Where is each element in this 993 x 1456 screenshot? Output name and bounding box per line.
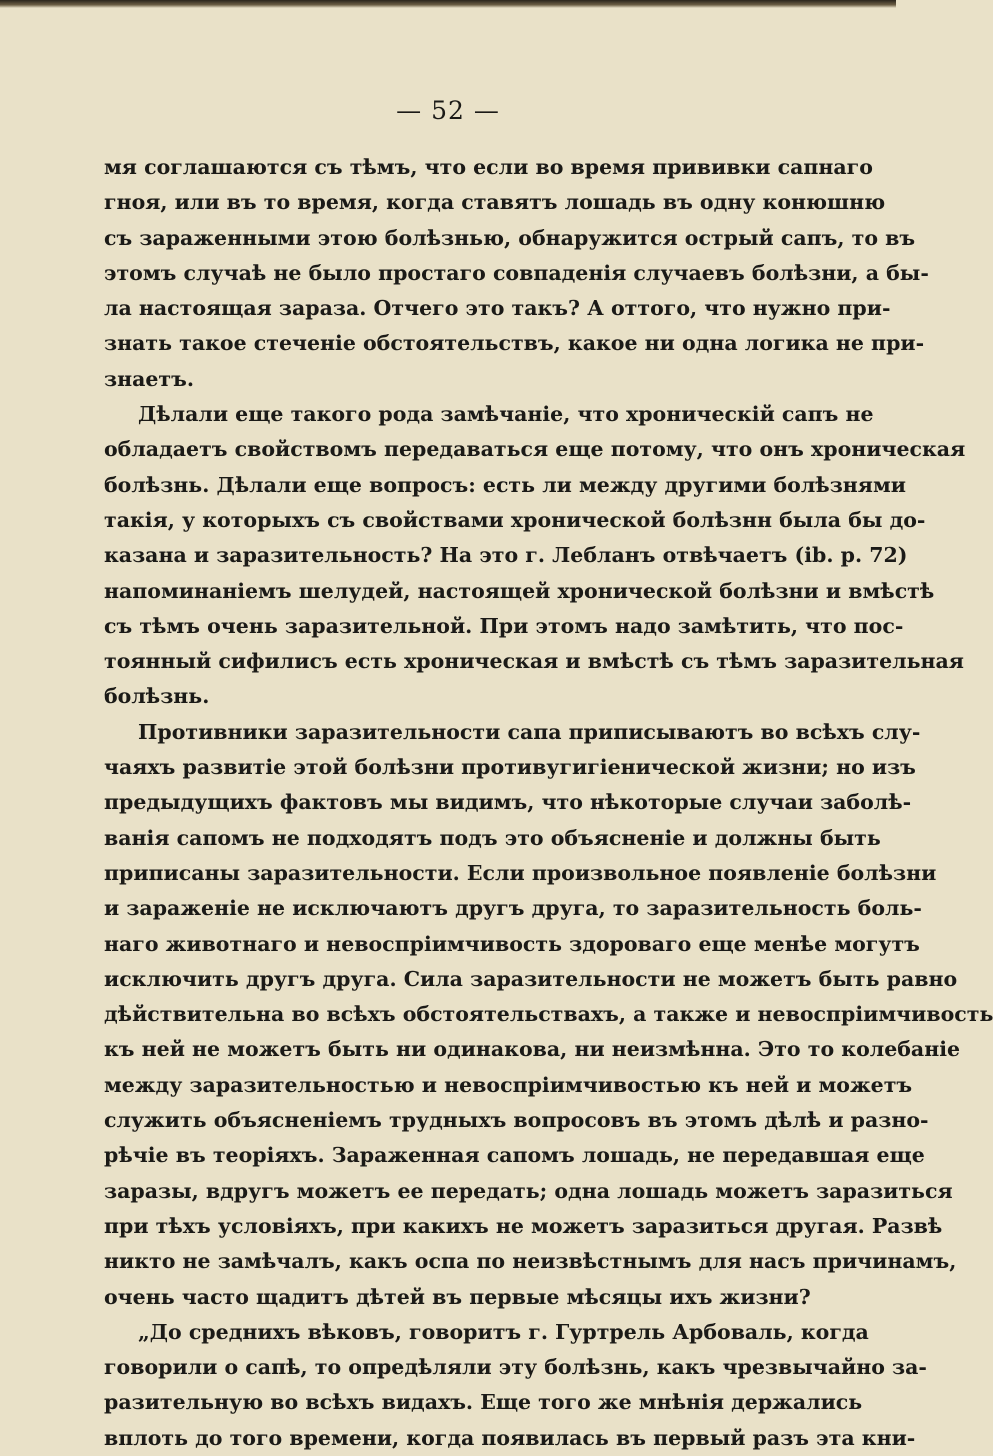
text-line: болѣзнь. Дѣлали еще вопросъ: есть ли между другими болѣзнями (104, 472, 906, 497)
text-line: гноя, или въ то время, когда ставятъ лошадь въ одну конюшню (104, 190, 886, 215)
text-line: приписаны заразительности. Если произвольное появленіе болѣзни (104, 860, 937, 885)
text-line: знать такое стеченіе обстоятельствъ, какое ни одна логика не при- (104, 331, 925, 356)
text-line: очень часто щадитъ дѣтей въ первые мѣсяцы ихъ жизни? (104, 1284, 811, 1309)
text-line: съ тѣмъ очень заразительной. При этомъ надо замѣтить, что пос- (104, 613, 904, 638)
text-line: съ зараженными этою болѣзнью, обнаружится острый сапъ, то въ (104, 225, 916, 250)
text-line: казана и заразительность? На это г. Лебланъ отвѣчаетъ (ib. p. 72) (104, 543, 908, 568)
text-line: мя соглашаются съ тѣмъ, что если во время прививки сапнаго (104, 155, 873, 179)
text-line: тоянный сифилисъ есть хроническая и вмѣстѣ съ тѣмъ заразительная (104, 649, 964, 674)
text-line: заразы, вдругъ можетъ ее передать; одна лошадь можетъ заразиться (104, 1178, 953, 1203)
body-text (104, 150, 993, 1456)
text-line: чаяхъ развитіе этой болѣзни противугигіенической жизни; но изъ (104, 755, 916, 780)
text-line: служить объясненіемъ трудныхъ вопросовъ въ этомъ дѣлѣ и разно- (104, 1108, 929, 1133)
text-line: и зараженіе не исключаютъ другъ друга, то заразительность боль- (104, 896, 922, 921)
text-line: говорили о сапѣ, то опредѣляли эту болѣзнь, какъ чрезвычайно за- (104, 1355, 927, 1380)
text-line: предыдущихъ фактовъ мы видимъ, что нѣкоторые случаи заболѣ- (104, 790, 912, 815)
text-line: къ ней не можетъ быть ни одинакова, ни неизмѣнна. Это то колебаніе (104, 1037, 961, 1062)
text-line: Противники заразительности сапа приписываютъ во всѣхъ слу- (138, 719, 921, 744)
text-line: между заразительностью и невоспріимчивостью къ ней и можетъ (104, 1072, 913, 1097)
text-line: обладаетъ свойствомъ передаваться еще потому, что онъ хроническая (104, 437, 966, 462)
text-line: такія, у которыхъ съ свойствами хронической болѣзнн была бы до- (104, 507, 926, 532)
text-line: никто не замѣчалъ, какъ оспа по неизвѣстнымъ для насъ причинамъ, (104, 1249, 957, 1274)
text-line: ла настоящая зараза. Отчего это такъ? А оттого, что нужно при- (104, 296, 891, 321)
text-line: при тѣхъ условіяхъ, при какихъ не можетъ заразиться другая. Развѣ (104, 1213, 943, 1238)
text-line: болѣзнь. (104, 684, 210, 709)
page-number: — 52 — (396, 96, 500, 125)
text-line: вплоть до того времени, когда появилась въ первый разъ эта кни- (104, 1425, 916, 1450)
text-line: Дѣлали еще такого рода замѣчаніе, что хроническій сапъ не (138, 402, 874, 427)
text-line: рѣчіе въ теоріяхъ. Зараженная сапомъ лошадь, не передавшая еще (104, 1143, 925, 1168)
text-line: исключить другъ друга. Сила заразительности не можетъ быть равно (104, 966, 958, 991)
text-line: ванія сапомъ не подходятъ подъ это объясненіе и должны быть (104, 825, 881, 850)
text-line: наго животнаго и невоспріимчивость здороваго еще менѣе могутъ (104, 931, 920, 956)
text-line: разительную во всѣхъ видахъ. Еще того же мнѣнія держались (104, 1390, 863, 1415)
text-line: „До среднихъ вѣковъ, говоритъ г. Гуртрель Арбоваль, когда (138, 1319, 869, 1344)
text-line: знаетъ. (104, 366, 194, 391)
text-line: напоминаніемъ шелудей, настоящей хронической болѣзни и вмѣстѣ (104, 578, 935, 603)
text-line: дѣйствительна во всѣхъ обстоятельствахъ, а также и невоспріимчивость (104, 1002, 993, 1027)
text-line: этомъ случаѣ не было простаго совпаденія случаевъ болѣзни, а бы- (104, 260, 929, 285)
